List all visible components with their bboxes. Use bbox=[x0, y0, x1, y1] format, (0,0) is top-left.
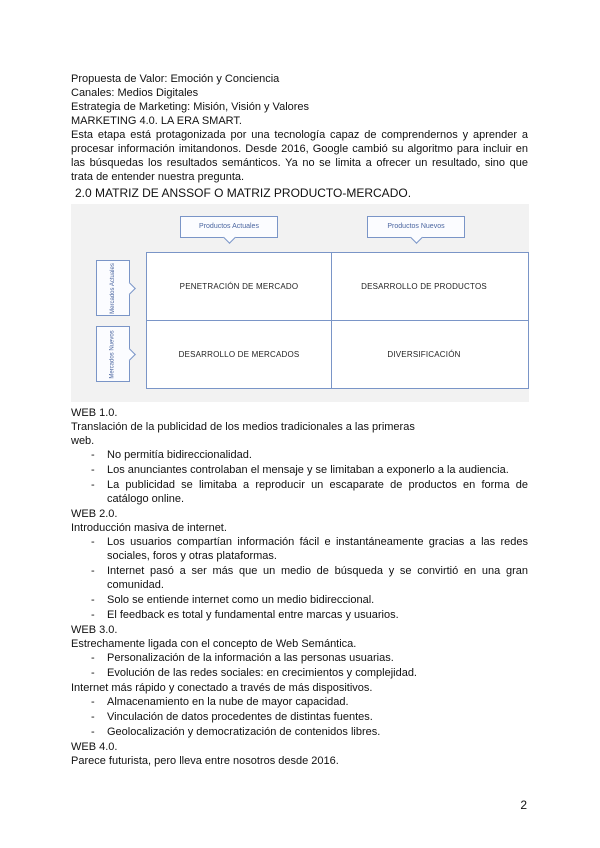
row-label-text: Mercados Nuevos bbox=[109, 329, 116, 379]
page-content bbox=[71, 72, 528, 768]
web2-intro: Introducción masiva de internet. bbox=[71, 522, 227, 534]
web4-intro: Parece futurista, pero lleva entre nosotros desde 2016. bbox=[71, 755, 339, 767]
section-title: 2.0 MATRIZ DE ANSSOF O MATRIZ PRODUCTO-MERCADO. bbox=[75, 186, 412, 200]
cell-product-development: DESARROLLO DE PRODUCTOS bbox=[361, 282, 487, 291]
ansoff-matrix bbox=[71, 204, 529, 402]
list-item: - Geolocalización y democratización de contenidos libres. bbox=[71, 725, 528, 739]
web2-list bbox=[71, 535, 528, 622]
column-label-text: Productos Actuales bbox=[199, 223, 259, 230]
grid-divider bbox=[528, 253, 529, 388]
right-arrow-icon bbox=[123, 282, 136, 295]
list-item: - Evolución de las redes sociales: en crecimientos y complejidad. bbox=[71, 666, 528, 680]
text-line: Estrategia de Marketing: Misión, Visión y Valores bbox=[71, 101, 310, 113]
list-item: - Vinculación de datos procedentes de distintas fuentes. bbox=[71, 710, 528, 724]
row-label-current-markets bbox=[96, 260, 130, 316]
list-item: - Los usuarios compartían información fácil e instantáneamente gracias a las redes sociales, foros y otras plataformas. bbox=[71, 535, 528, 563]
web1-intro: Translación de la publicidad de los medios tradicionales a las primeras bbox=[71, 421, 415, 433]
web1-list bbox=[71, 448, 528, 506]
list-item: - Personalización de la información a las personas usuarias. bbox=[71, 651, 528, 665]
row-label-text: Mercados Actuales bbox=[109, 262, 116, 314]
cell-market-penetration: PENETRACIÓN DE MERCADO bbox=[179, 282, 299, 291]
text-line: MARKETING 4.0. LA ERA SMART. bbox=[71, 115, 242, 127]
down-arrow-icon bbox=[223, 231, 236, 244]
web3-intro: Estrechamente ligada con el concepto de Web Semántica. bbox=[71, 638, 357, 650]
column-label-new-products bbox=[367, 216, 465, 238]
web3-intro2: Internet más rápido y conectado a través de más dispositivos. bbox=[71, 682, 373, 694]
list-item: - Internet pasó a ser más que un medio de búsqueda y se convirtió en una gran comunidad. bbox=[71, 564, 528, 592]
list-item: - No permitía bidireccionalidad. bbox=[71, 448, 528, 462]
cell-market-development: DESARROLLO DE MERCADOS bbox=[178, 350, 300, 359]
page-number: 2 bbox=[520, 798, 527, 812]
column-label-current-products bbox=[180, 216, 278, 238]
web4-title: WEB 4.0. bbox=[71, 741, 118, 753]
web3-list-b bbox=[71, 695, 528, 739]
right-arrow-icon bbox=[123, 348, 136, 361]
web1-title: WEB 1.0. bbox=[71, 407, 118, 419]
cell-diversification: DIVERSIFICACIÓN bbox=[387, 350, 461, 359]
list-item: - Almacenamiento en la nube de mayor capacidad. bbox=[71, 695, 528, 709]
down-arrow-icon bbox=[410, 231, 423, 244]
list-item: - Solo se entiende internet como un medio bidireccional. bbox=[71, 593, 528, 607]
list-item: - La publicidad se limitaba a reproducir un escaparate de productos en forma de catálogo online. bbox=[71, 478, 528, 506]
intro-paragraph: Esta etapa está protagonizada por una tecnología capaz de comprendernos y aprender a procesar información imitandonos. Desde 2016, Google cambió su algoritmo para incluir en las búsquedas los resultados semánticos. Ya no se limita a ofrecer un resultado, sino que trata de entender nuestra pregunta. bbox=[71, 129, 528, 183]
row-label-new-markets bbox=[96, 326, 130, 382]
list-item: - Los anunciantes controlaban el mensaje y se limitaban a exponerlo a la audiencia. bbox=[71, 463, 528, 477]
column-label-text: Productos Nuevos bbox=[387, 223, 445, 230]
web3-title: WEB 3.0. bbox=[71, 624, 118, 636]
web3-list-a bbox=[71, 651, 528, 680]
matrix-grid bbox=[146, 252, 529, 389]
web1-intro-cont: web. bbox=[71, 435, 95, 447]
list-item: - El feedback es total y fundamental entre marcas y usuarios. bbox=[71, 608, 528, 622]
text-line: Canales: Medios Digitales bbox=[71, 87, 199, 99]
text-line: Propuesta de Valor: Emoción y Conciencia bbox=[71, 73, 280, 85]
web2-title: WEB 2.0. bbox=[71, 508, 118, 520]
